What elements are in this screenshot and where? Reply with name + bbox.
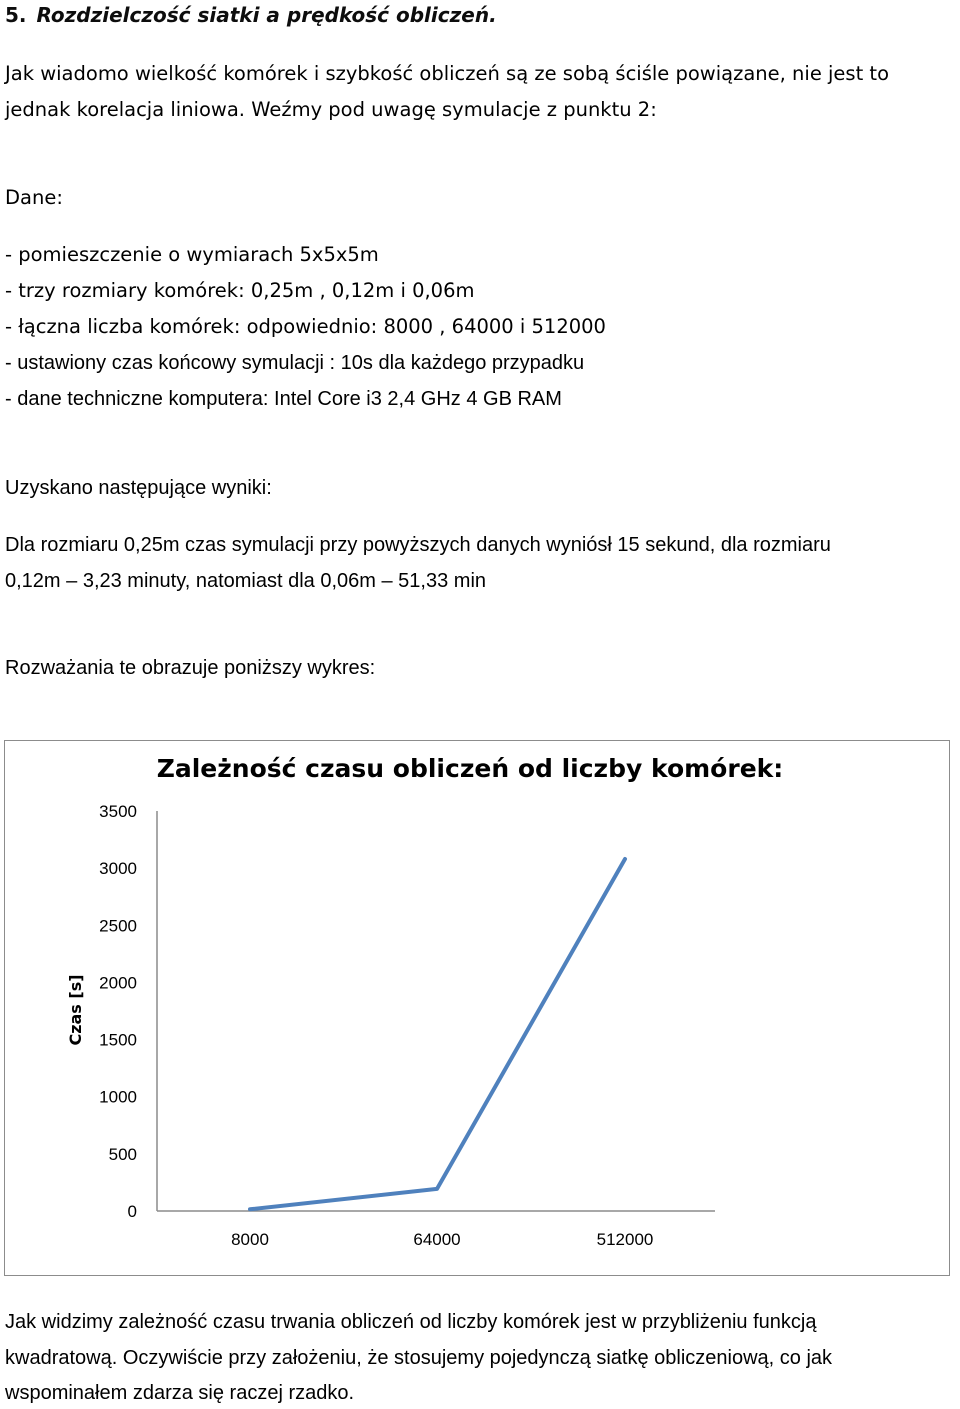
data-item: - trzy rozmiary komórek: 0,25m , 0,12m i 0,06m xyxy=(5,279,475,302)
data-item: - ustawiony czas końcowy symulacji : 10s dla każdego przypadku xyxy=(5,352,585,374)
y-tick-label: 500 xyxy=(108,1144,137,1164)
results-line-2: 0,12m – 3,23 minuty, natomiast dla 0,06m – 51,33 min xyxy=(5,570,487,592)
data-item: - pomieszczenie o wymiarach 5x5x5m xyxy=(5,243,379,266)
intro-line-2: jednak korelacja liniowa. Weźmy pod uwagę symulacje z punktu 2: xyxy=(5,98,657,121)
intro-line-1: Jak wiadomo wielkość komórek i szybkość obliczeń są ze sobą ściśle powiązane, nie jest to xyxy=(5,62,890,85)
x-tick-label: 64000 xyxy=(413,1230,461,1249)
y-tick-label: 1500 xyxy=(99,1030,137,1050)
chart-title: Zależność czasu obliczeń od liczby komórek: xyxy=(156,754,784,783)
section-number: 5. xyxy=(5,3,27,27)
section-heading xyxy=(5,3,497,27)
y-tick-label: 0 xyxy=(127,1202,137,1221)
x-tick-label: 8000 xyxy=(231,1230,269,1249)
y-ticks xyxy=(99,802,137,1221)
chart-canvas xyxy=(5,741,951,1277)
conclusion-line-3: wspominałem zdarza się raczej rzadko. xyxy=(5,1382,355,1404)
y-tick-label: 2500 xyxy=(99,916,137,936)
results-line-1: Dla rozmiaru 0,25m czas symulacji przy powyższych danych wyniósł 15 sekund, dla rozmiaru xyxy=(5,534,831,556)
x-tick-label: 512000 xyxy=(596,1230,654,1249)
conclusion-line-2: kwadratową. Oczywiście przy założeniu, że stosujemy pojedynczą siatkę obliczeniową, co jak xyxy=(5,1347,833,1369)
chart-intro: Rozważania te obrazuje poniższy wykres: xyxy=(5,657,376,679)
section-title: Rozdzielczość siatki a prędkość obliczeń. xyxy=(36,3,497,27)
results-label: Uzyskano następujące wyniki: xyxy=(5,477,272,499)
data-item: - dane techniczne komputera: Intel Core i3 2,4 GHz 4 GB RAM xyxy=(5,388,562,410)
y-tick-label: 3000 xyxy=(99,859,137,879)
data-item: - łączna liczba komórek: odpowiednio: 8000 , 64000 i 512000 xyxy=(5,315,606,338)
y-tick-label: 3500 xyxy=(99,802,137,821)
y-axis-label: Czas [s] xyxy=(66,974,85,1046)
data-label: Dane: xyxy=(5,186,63,209)
chart xyxy=(4,740,950,1276)
conclusion-line-1: Jak widzimy zależność czasu trwania obliczeń od liczby komórek jest w przybliżeniu funkcją xyxy=(5,1311,817,1333)
y-tick-label: 1000 xyxy=(99,1087,137,1107)
y-tick-label: 2000 xyxy=(99,973,137,993)
series-line xyxy=(250,859,625,1209)
series-group xyxy=(250,859,625,1209)
x-ticks xyxy=(231,1230,653,1249)
